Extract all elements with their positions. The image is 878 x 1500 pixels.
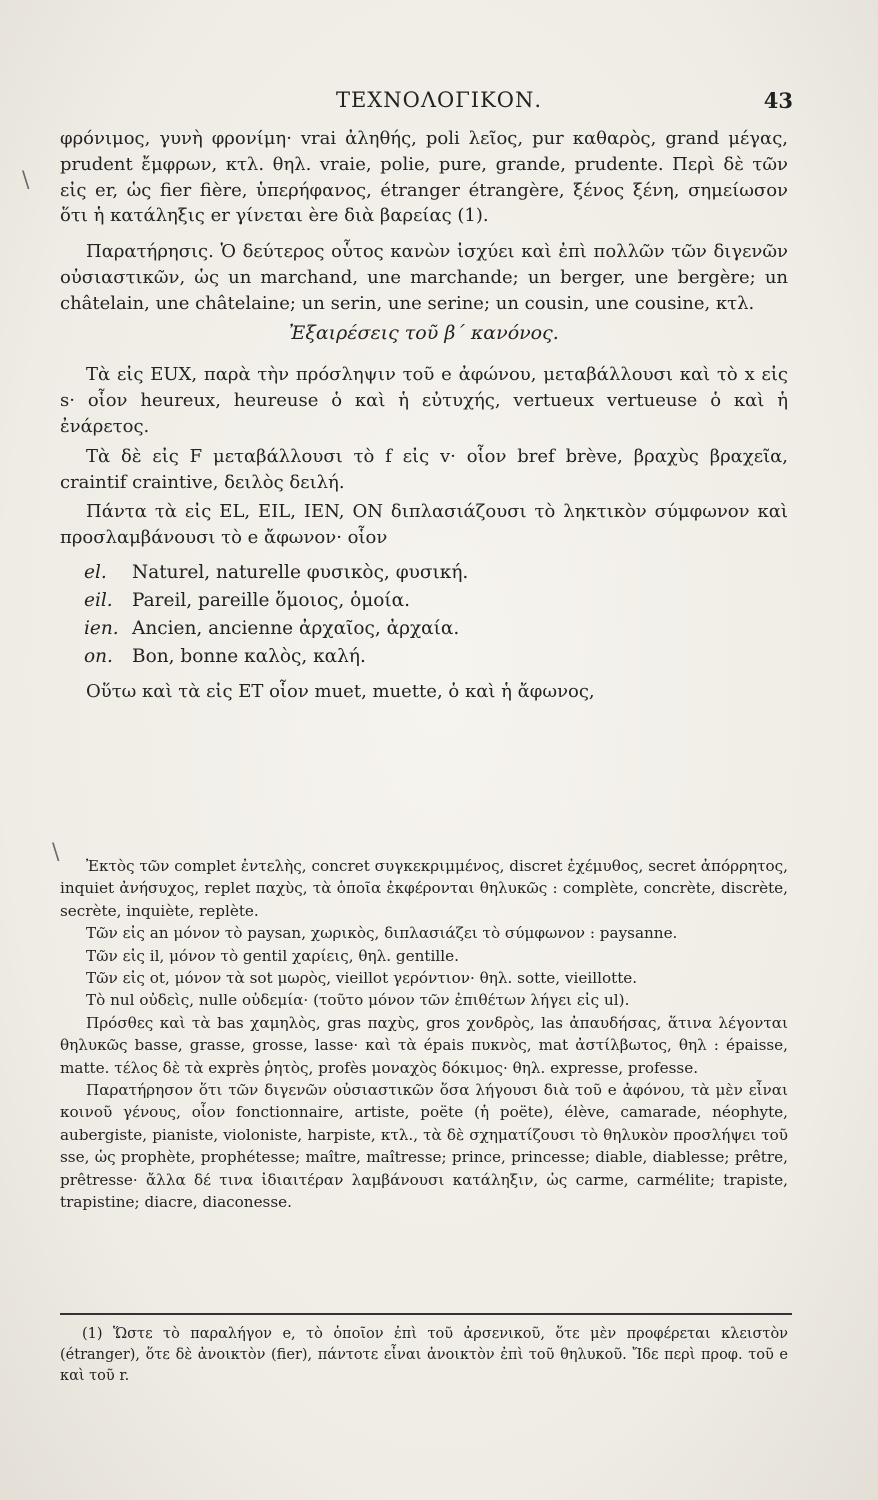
note-paragraph: Τῶν εἰς an μόνον τὸ paysan, χωρικὸς, διπλασιάζει τὸ σύμφωνον : paysanne. [86,924,678,943]
pencil-mark-icon: \ [22,168,30,193]
page-title: ΤΕΧΝΟΛΟΓΙΚΟΝ. [335,88,543,112]
main-text [60,126,788,705]
example-text: Ancien, ancienne ἀρχαῖος, ἀρχαία. [132,617,460,639]
page-number: 43 [763,88,793,113]
example-item [84,615,788,643]
paragraph-observation: Παρατήρησις. Ὁ δεύτερος οὗτος κανὼν ἰσχύει καὶ ἐπὶ πολλῶν τῶν διγενῶν οὐσιαστικῶν, ὡς un marchand, une marchande; un berger, une bergère; un châtelain, une châtelaine; un serin, une serine; un cousin, une cousine, κτλ. [60,241,788,314]
note-paragraph: Πρόσθες καὶ τὰ bas χαμηλὸς, gras παχὺς, gros χονδρὸς, las ἀπαυδήσας, ἅτινα λέγονται θηλυκῶς basse, grasse, grosse, lasse· καὶ τὰ épais πυκνὸς, mat ἀστίλβωτος, θηλ : épaisse, matte. τέλος δὲ τὰ exprès ῥητὸς, profès μοναχὸς δόκιμος· θηλ. expresse, professe. [60,1013,788,1077]
example-list [84,559,788,671]
running-header [0,88,878,118]
note-paragraph: Παρατήρησον ὅτι τῶν διγενῶν οὐσιαστικῶν ὅσα λήγουσι διὰ τοῦ e ἀφόνου, τὰ μὲν εἶναι κοινοῦ γένους, οἷον fonctionnaire, artiste, poëte (ἡ poëte), élève, camarade, néophyte, aubergiste, pianiste, violoniste, harpiste, κτλ., τὰ δὲ σχηματίζουσι τὸ θηλυκὸν προσλήψει τοῦ sse, ὡς prophète, prophétesse; maître, maîtresse; prince, princesse; diable, diablesse; prêtre, prêtresse· ἄλλα δέ τινα ἰδιαιτέραν λαμβάνουσι κατάληξιν, ὡς carme, carmélite; trapiste, trapistine; diacre, diaconesse. [60,1081,788,1212]
example-text: Bon, bonne καλὸς, καλή. [132,645,366,667]
note-paragraph: Τῶν εἰς il, μόνον τὸ gentil χαρίεις, θηλ. gentille. [86,946,459,965]
pencil-mark-icon: \ [52,840,60,865]
note-paragraph: Ἐκτὸς τῶν complet ἐντελὴς, concret συγκεκριμμένος, discret ἐχέμυθος, secret ἀπόρρητος, inquiet ἀνήσυχος, replet παχὺς, τὰ ὁποῖα ἐκφέρονται θηλυκῶς : complète, concrète, discrète, secrète, inquiète, replète. [60,857,788,920]
note-paragraph: Τὸ nul οὐδεὶς, nulle οὐδεμία· (τοῦτο μόνον τῶν ἐπιθέτων λήγει εἰς ul). [86,991,630,1010]
rule-paragraph: Πάντα τὰ εἰς EL, EIL, IEN, ON διπλασιάζουσι τὸ ληκτικὸν σύμφωνον καὶ προσλαμβάνουσι τὸ e ἄφωνον· οἷον [60,501,788,549]
footnote-text: (1) Ὥστε τὸ παραλήγον e, τὸ ὁποῖον ἐπὶ τοῦ ἀρσενικοῦ, ὅτε μὲν προφέρεται κλειστὸν (étranger), ὅτε δὲ ἀνοικτὸν (fier), πάντοτε εἶναι ἀνοικτὸν ἐπὶ τοῦ θηλυκοῦ. Ἴδε περὶ προφ. τοῦ e καὶ τοῦ r. [60,1326,788,1384]
rule-paragraph: Τὰ εἰς EUX, παρὰ τὴν πρόσληψιν τοῦ e ἀφώνου, μεταβάλλουσι καὶ τὸ x εἰς s· οἷον heureux, heureuse ὁ καὶ ἡ εὐτυχής, vertueux vertueuse ὁ καὶ ἡ ἐνάρετος. [60,364,788,437]
small-print-notes [60,855,788,1214]
paragraph-continued: φρόνιμος, γυνὴ φρονίμη· vrai ἀληθής, poli λεῖος, pur καθαρὸς, grand μέγας, prudent ἔμφρων, κτλ. θηλ. vraie, polie, pure, grande, prudente. Περὶ δὲ τῶν εἰς er, ὡς fier fière, ὑπερήφανος, étranger étrangère, ξένος ξένη, σημείωσον ὅτι ἡ κατάληξις er γίνεται ère διὰ βαρείας (1). [60,128,788,227]
example-ending: el. [84,561,107,583]
example-item [84,587,788,615]
example-item [84,643,788,671]
note-paragraph: Τῶν εἰς ot, μόνον τὰ sot μωρὸς, vieillot γερόντιον· θηλ. sotte, vieillotte. [86,969,638,988]
section-heading: Ἐξαιρέσεις τοῦ β΄ κανόνος. [289,321,559,344]
rule-paragraph: Οὕτω καὶ τὰ εἰς ET οἷον muet, muette, ὁ καὶ ἡ ἄφωνος, [86,680,595,702]
example-ending: on. [84,645,113,667]
example-text: Pareil, pareille ὅμοιος, ὁμοία. [132,589,411,611]
example-ending: ien. [84,617,119,639]
footnote [60,1324,788,1387]
footnote-divider [60,1313,792,1315]
rule-paragraph: Τὰ δὲ εἰς F μεταβάλλουσι τὸ f εἰς v· οἷον bref brève, βραχὺς βραχεῖα, craintif craintive, δειλὸς δειλή. [60,445,788,493]
example-item [84,559,788,587]
example-ending: eil. [84,589,113,611]
example-text: Naturel, naturelle φυσικὸς, φυσική. [132,561,469,583]
